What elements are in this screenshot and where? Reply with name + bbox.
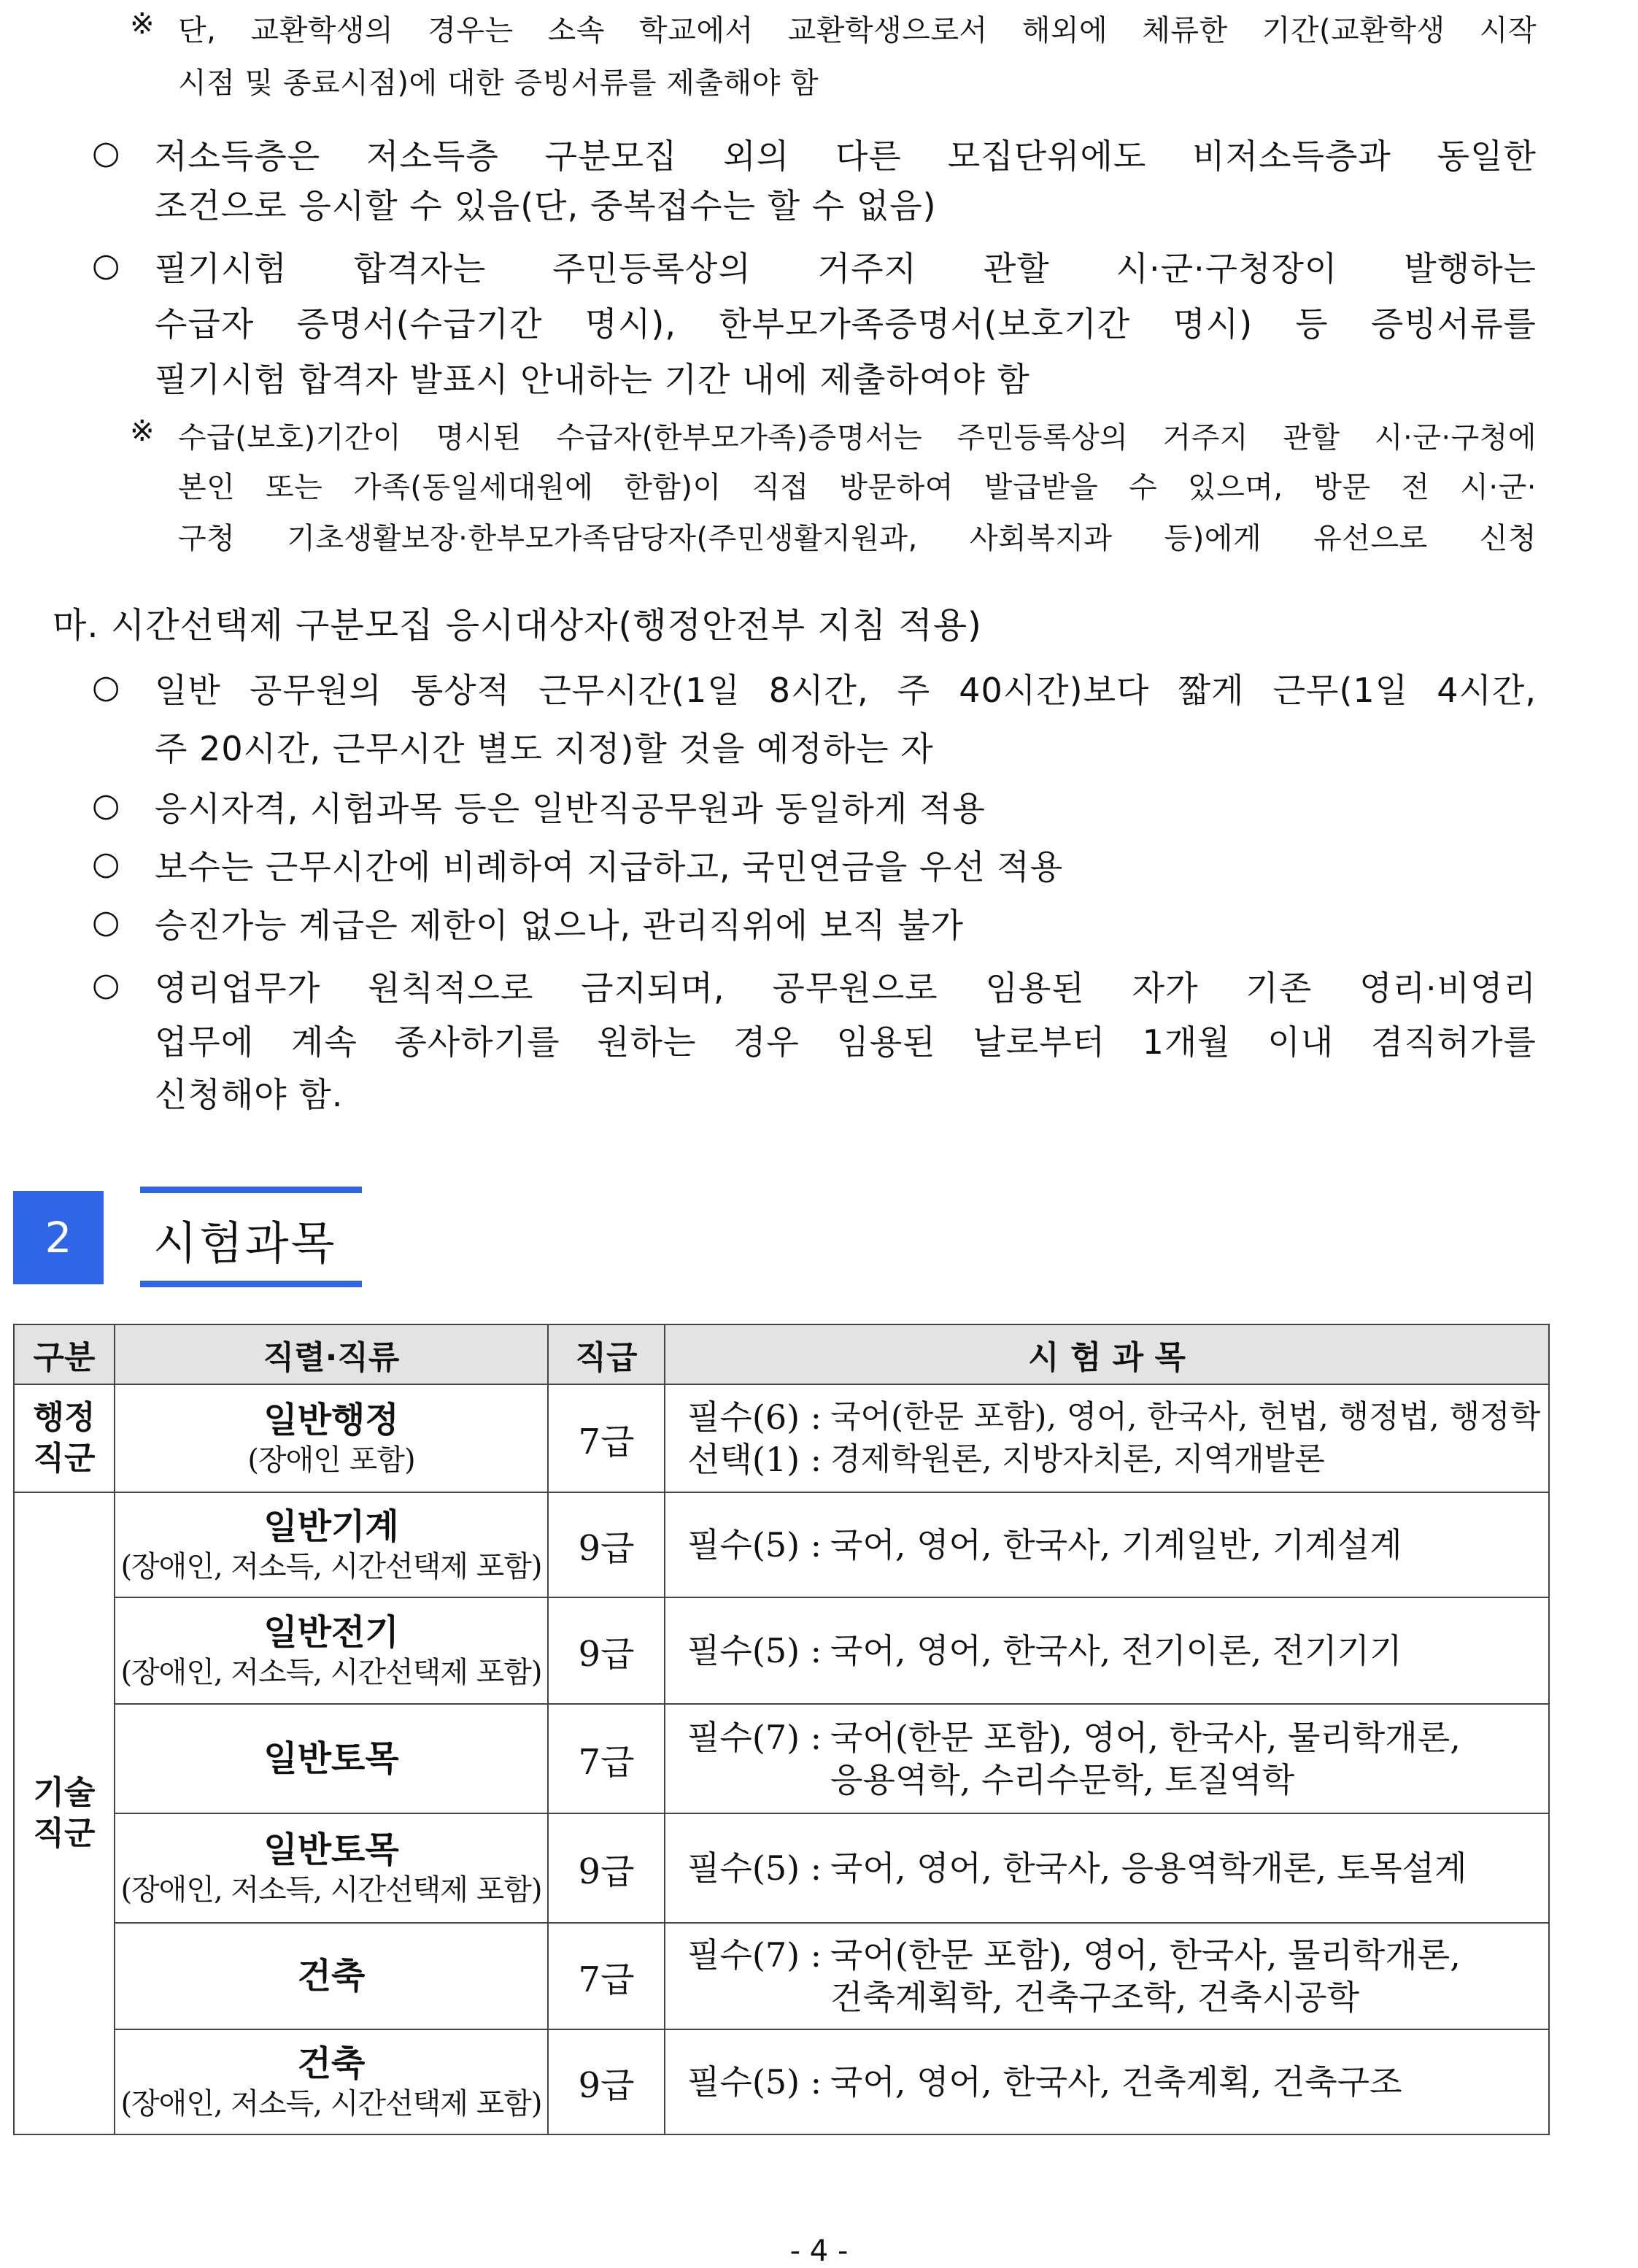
series-cell: 일반행정 (장애인 포함) xyxy=(115,1384,548,1492)
table-row xyxy=(14,1384,1549,1492)
grade-cell: 9급 xyxy=(548,1597,665,1704)
table-row xyxy=(14,2029,1549,2134)
grade-cell: 7급 xyxy=(548,1384,665,1492)
header-subjects: 시 험 과 목 xyxy=(665,1324,1549,1384)
circle-bullet: ○ xyxy=(92,247,120,284)
table-row xyxy=(14,1492,1549,1597)
circle-bullet: ○ xyxy=(92,845,120,882)
grade-cell: 9급 xyxy=(548,2029,665,2134)
note-mark: ※ xyxy=(130,7,155,41)
title-top-rule xyxy=(140,1187,362,1193)
series-cell: 일반기계 (장애인, 저소득, 시간선택제 포함) xyxy=(115,1492,548,1597)
header-grade: 직급 xyxy=(548,1324,665,1384)
bullet-line: 조건으로 응시할 수 있음(단, 중복접수는 할 수 없음) xyxy=(155,186,937,225)
grade-cell: 9급 xyxy=(548,1492,665,1597)
note-line: 수급(보호)기간이 명시된 수급자(한부모가족)증명서는 주민등록상의 거주지 관할 시·군·구청에 xyxy=(178,421,1537,455)
subjects-cell: 필수(7) : 국어(한문 포함), 영어, 한국사, 물리학개론, 응용역학, 수리수문학, 토질역학 xyxy=(665,1704,1549,1813)
note-line: 본인 또는 가족(동일세대원에 한함)이 직접 방문하여 발급받을 수 있으며, 방문 전 시·군· xyxy=(178,471,1537,504)
title-bottom-rule xyxy=(140,1281,362,1287)
bullet-line: 주 20시간, 근무시간 별도 지정)할 것을 예정하는 자 xyxy=(155,729,934,768)
grade-cell: 9급 xyxy=(548,1813,665,1923)
exam-subjects-table xyxy=(13,1324,1550,2135)
series-cell: 건축 (장애인, 저소득, 시간선택제 포함) xyxy=(115,2029,548,2134)
bullet-line: 신청해야 함. xyxy=(155,1075,344,1114)
bullet-line: 필기시험 합격자는 주민등록상의 거주지 관할 시·군·구청장이 발행하는 xyxy=(155,249,1537,288)
bullet-line: 보수는 근무시간에 비례하여 지급하고, 국민연금을 우선 적용 xyxy=(155,847,1064,887)
circle-bullet: ○ xyxy=(92,668,120,706)
note-mark: ※ xyxy=(130,414,155,448)
grade-cell: 7급 xyxy=(548,1923,665,2029)
bullet-line: 일반 공무원의 통상적 근무시간(1일 8시간, 주 40시간)보다 짧게 근무(1일 4시간, xyxy=(155,671,1537,710)
section-heading-ma: 마. 시간선택제 구분모집 응시대상자(행정안전부 지침 적용) xyxy=(53,605,982,646)
bullet-line: 승진가능 계급은 제한이 없으나, 관리직위에 보직 불가 xyxy=(155,906,964,945)
header-group: 구분 xyxy=(14,1324,115,1384)
group-cell-tech: 기술 직군 xyxy=(14,1492,115,2134)
series-cell: 건축 xyxy=(115,1923,548,2029)
subjects-cell: 필수(5) : 국어, 영어, 한국사, 기계일반, 기계설계 xyxy=(665,1492,1549,1597)
circle-bullet: ○ xyxy=(92,966,120,1003)
section-title: 시험과목 xyxy=(153,1216,337,1270)
section-title-box xyxy=(140,1187,362,1287)
bullet-line: 응시자격, 시험과목 등은 일반직공무원과 동일하게 적용 xyxy=(155,789,986,828)
circle-bullet: ○ xyxy=(92,134,120,171)
series-cell: 일반토목 (장애인, 저소득, 시간선택제 포함) xyxy=(115,1813,548,1923)
circle-bullet: ○ xyxy=(92,903,120,941)
table-row xyxy=(14,1704,1549,1813)
header-series: 직렬·직류 xyxy=(115,1324,548,1384)
bullet-line: 업무에 계속 종사하기를 원하는 경우 임용된 날로부터 1개월 이내 겸직허가를 xyxy=(155,1022,1537,1062)
bullet-line: 필기시험 합격자 발표시 안내하는 기간 내에 제출하여야 함 xyxy=(155,360,1030,399)
section-number-badge: 2 xyxy=(13,1191,104,1284)
bullet-line: 영리업무가 원칙적으로 금지되며, 공무원으로 임용된 자가 기존 영리·비영리 xyxy=(155,968,1537,1008)
subjects-cell: 필수(5) : 국어, 영어, 한국사, 전기이론, 전기기기 xyxy=(665,1597,1549,1704)
subjects-cell: 필수(7) : 국어(한문 포함), 영어, 한국사, 물리학개론, 건축계획학, 건축구조학, 건축시공학 xyxy=(665,1923,1549,2029)
circle-bullet: ○ xyxy=(92,787,120,824)
table-row xyxy=(14,1597,1549,1704)
table-row xyxy=(14,1813,1549,1923)
subjects-cell: 필수(5) : 국어, 영어, 한국사, 응용역학개론, 토목설계 xyxy=(665,1813,1549,1923)
subjects-cell: 필수(5) : 국어, 영어, 한국사, 건축계획, 건축구조 xyxy=(665,2029,1549,2134)
page-number: - 4 - xyxy=(789,2234,849,2268)
bullet-line: 저소득층은 저소득층 구분모집 외의 다른 모집단위에도 비저소득층과 동일한 xyxy=(155,136,1537,176)
note-line: 구청 기초생활보장·한부모가족담당자(주민생활지원과, 사회복지과 등)에게 유선으로 신청 xyxy=(178,522,1537,555)
grade-cell: 7급 xyxy=(548,1704,665,1813)
table-header-row xyxy=(14,1324,1549,1384)
subjects-cell: 필수(6) : 국어(한문 포함), 영어, 한국사, 헌법, 행정법, 행정학 선택(1) : 경제학원론, 지방자치론, 지역개발론 xyxy=(665,1384,1549,1492)
series-cell: 일반전기 (장애인, 저소득, 시간선택제 포함) xyxy=(115,1597,548,1704)
note-line: 시점 및 종료시점)에 대한 증빙서류를 제출해야 함 xyxy=(178,66,819,100)
table-row xyxy=(14,1923,1549,2029)
bullet-line: 수급자 증명서(수급기간 명시), 한부모가족증명서(보호기간 명시) 등 증빙서류를 xyxy=(155,304,1537,344)
series-cell: 일반토목 xyxy=(115,1704,548,1813)
note-line: 단, 교환학생의 경우는 소속 학교에서 교환학생으로서 해외에 체류한 기간(교환학생 시작 xyxy=(178,14,1537,47)
group-cell-admin: 행정 직군 xyxy=(14,1384,115,1492)
